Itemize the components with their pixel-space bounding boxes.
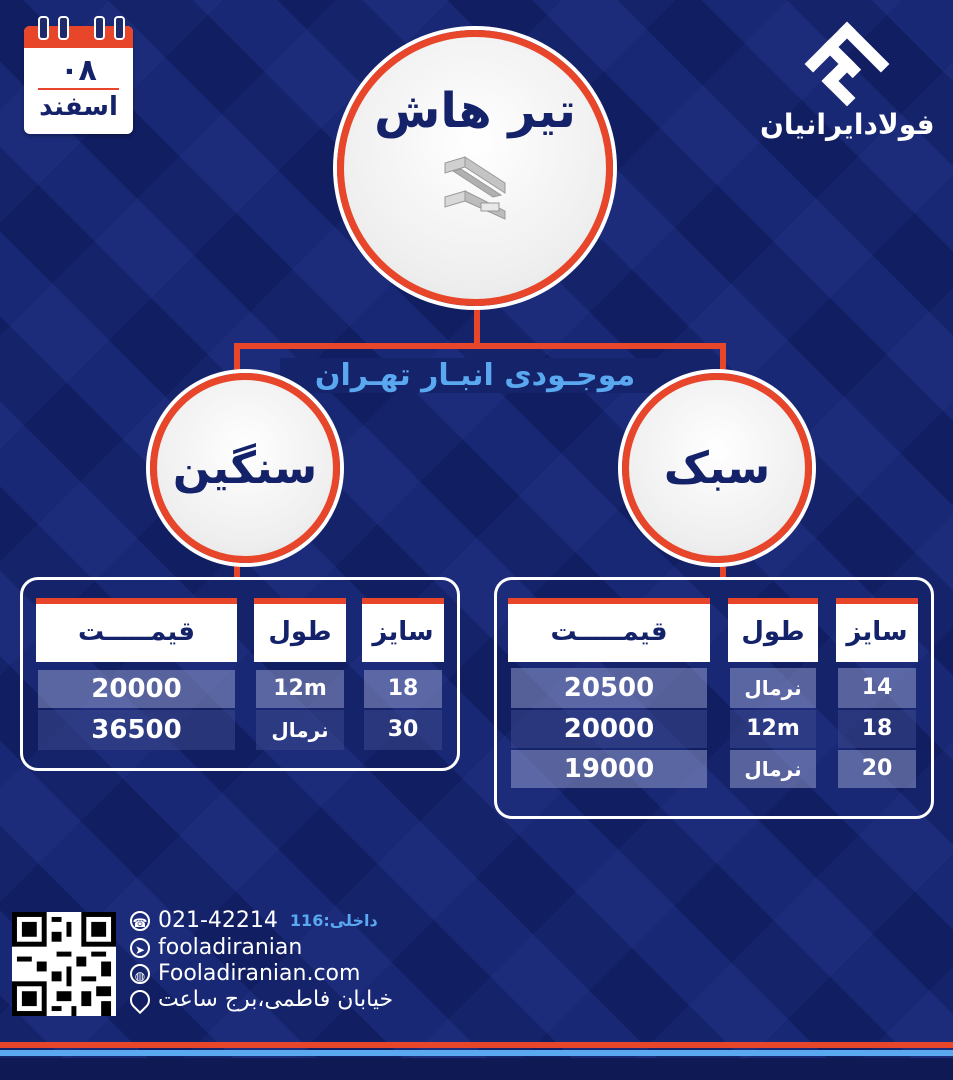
length-header: طول	[254, 598, 346, 662]
connector-line	[234, 343, 726, 349]
length-cell: 12m	[730, 710, 816, 748]
size-cell: 18	[838, 710, 916, 748]
length-cell: نرمال	[730, 750, 816, 788]
size-cell: 30	[364, 710, 442, 750]
size-header: سایز	[362, 598, 444, 662]
length-cell: 12m	[256, 670, 344, 708]
product-circle	[337, 30, 613, 306]
phone-extension: داخلی:116	[289, 911, 378, 930]
calendar-month: اسفند	[39, 92, 118, 122]
website-url: Fooladiranian.com	[158, 961, 361, 986]
globe-icon: ◍	[130, 964, 150, 984]
size-cell: 20	[838, 750, 916, 788]
calendar-header	[24, 26, 133, 48]
calendar-ring	[58, 16, 69, 40]
price-cell: 36500	[38, 710, 235, 750]
length-header: طول	[728, 598, 818, 662]
price-cell: 20000	[511, 710, 707, 748]
h-beam-icon	[435, 153, 515, 223]
telegram-icon: ➤	[130, 938, 150, 958]
length-cell: نرمال	[730, 668, 816, 708]
brand-logo-icon	[803, 20, 891, 108]
product-title: تیر هاش	[374, 83, 576, 139]
calendar-ring	[38, 16, 49, 40]
length-cell: نرمال	[256, 710, 344, 750]
footer-stripe	[0, 1042, 953, 1048]
website-contact	[130, 961, 360, 986]
qr-code-icon	[12, 912, 116, 1016]
location-pin-icon	[126, 985, 154, 1013]
price-header: قیمـــــت	[36, 598, 237, 662]
price-cell: 20000	[38, 670, 235, 708]
address-text: خیابان فاطمی،برج ساعت	[158, 987, 394, 1012]
phone-number: 021-42214	[158, 908, 278, 933]
footer-bar	[0, 1058, 953, 1080]
heavy-category-circle	[150, 373, 340, 563]
light-category-circle	[622, 373, 812, 563]
size-header: سایز	[836, 598, 918, 662]
calendar-day: ۰۸	[60, 53, 97, 88]
price-cell: 20500	[511, 668, 707, 708]
address-contact	[130, 987, 393, 1012]
footer-stripe	[0, 1050, 953, 1056]
calendar-ring	[114, 16, 125, 40]
warehouse-label: موجـودی انبـار تهـران	[280, 358, 670, 393]
size-cell: 18	[364, 670, 442, 708]
price-header: قیمـــــت	[508, 598, 710, 662]
date-calendar	[24, 26, 133, 134]
price-cell: 19000	[511, 750, 707, 788]
phone-contact	[130, 908, 378, 933]
light-category-label: سبک	[663, 442, 771, 494]
heavy-category-label: سنگین	[172, 442, 318, 494]
telegram-handle: fooladiranian	[158, 935, 303, 960]
phone-icon: ☎	[130, 911, 150, 931]
calendar-ring	[94, 16, 105, 40]
telegram-contact	[130, 935, 302, 960]
size-cell: 14	[838, 668, 916, 708]
brand-name: فولادایرانیان	[760, 108, 935, 141]
